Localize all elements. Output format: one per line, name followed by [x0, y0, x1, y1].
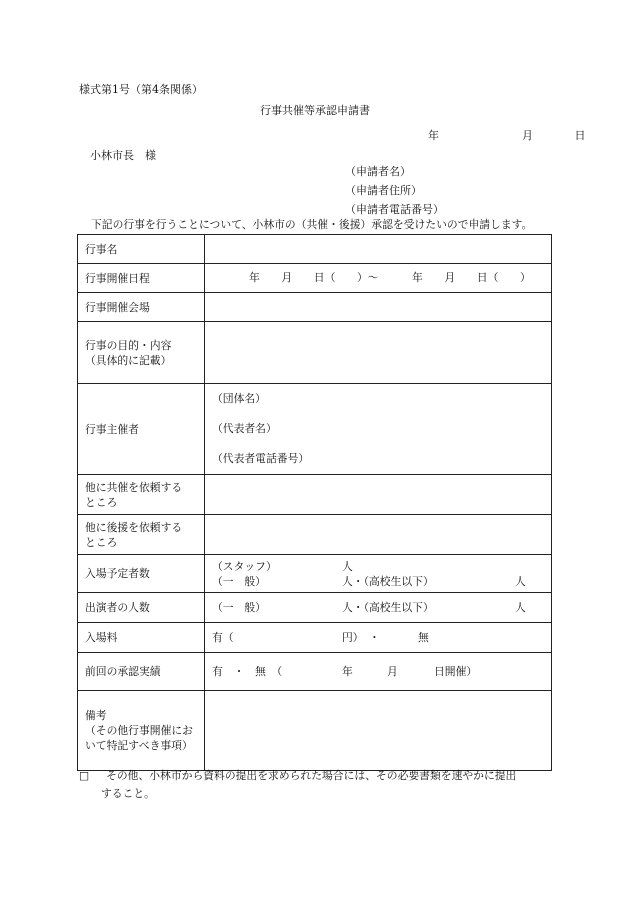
addressee: 小林市長 様	[90, 149, 156, 162]
fee-field[interactable]	[205, 623, 552, 653]
performers-label: 出演者の人数	[78, 593, 205, 623]
remarks-label-line1: 備考	[85, 709, 107, 722]
prior-approval-field[interactable]	[205, 653, 552, 691]
performers-field[interactable]	[205, 593, 552, 623]
organizer-rep-label: （代表者名）	[212, 422, 277, 435]
date-year: 年	[428, 129, 439, 142]
document-title: 行事共催等承認申請書	[260, 104, 370, 117]
row-performers	[78, 593, 552, 623]
row-co-host	[78, 475, 552, 515]
fee-no: 無	[418, 630, 429, 644]
intro-text: 下記の行事を行うことについて、小林市の（共催・後援）承認を受けたいので申請します。	[91, 218, 533, 231]
support-field[interactable]	[205, 515, 552, 555]
remarks-label	[78, 691, 205, 771]
support-label-line1: 他に後援を依頼する	[85, 520, 183, 534]
organizer-field[interactable]	[205, 384, 552, 475]
event-date-end: 年 月 日（ ）	[412, 271, 531, 284]
event-name-field[interactable]	[205, 235, 552, 264]
fee-yes: 有（	[212, 630, 234, 644]
prior-approval-held: 日開催）	[434, 664, 478, 678]
form-number: 様式第1号（第4条関係）	[79, 83, 203, 96]
support-label-line2: ところ	[85, 535, 118, 549]
co-host-label-line2: ところ	[85, 495, 118, 509]
organizer-group-label: （団体名）	[212, 392, 266, 405]
prior-approval-month: 月	[387, 664, 398, 678]
organizer-rep-phone-label: （代表者電話番号）	[212, 452, 310, 465]
fee-label: 入場料	[78, 623, 205, 653]
row-prior-approval	[78, 653, 552, 691]
performers-youth-unit: 人	[515, 600, 526, 614]
attendees-staff-unit: 人	[342, 559, 353, 573]
co-host-label	[78, 475, 205, 515]
remarks-field[interactable]	[205, 691, 552, 771]
remarks-label-line3: いて特記すべき事項）	[85, 739, 193, 752]
row-event-name	[78, 235, 552, 264]
row-event-date	[78, 264, 552, 293]
purpose-label-line2: （具体的に記載）	[85, 353, 172, 367]
date-day: 日	[574, 129, 586, 142]
row-fee	[78, 623, 552, 653]
note-line1: その他、小林市から資料の提出を求められた場合には、その必要書類を速やかに提出	[106, 769, 517, 782]
organizer-label: 行事主催者	[78, 384, 205, 475]
applicant-block	[345, 162, 444, 219]
date-line	[428, 127, 586, 143]
row-support	[78, 515, 552, 555]
performers-general-label: （一 般）	[212, 600, 266, 614]
fee-yen: 円） ・	[342, 630, 380, 644]
attendees-staff-label: （スタッフ）	[212, 559, 277, 573]
performers-general-unit: 人・（高校生以下）	[342, 600, 434, 614]
attendees-youth-unit: 人	[515, 574, 526, 588]
applicant-phone-label: （申請者電話番号）	[345, 203, 444, 216]
remarks-label-line2: （その他行事開催にお	[85, 724, 193, 737]
prior-approval-yes-no: 有 ・ 無 （	[212, 664, 283, 678]
applicant-name-label: （申請者名）	[345, 165, 411, 178]
attendees-label: 入場予定者数	[78, 555, 205, 593]
row-organizer	[78, 384, 552, 475]
note-checkbox[interactable]: □	[79, 769, 90, 782]
co-host-field[interactable]	[205, 475, 552, 515]
venue-field[interactable]	[205, 293, 552, 322]
applicant-address-label: （申請者住所）	[345, 184, 422, 197]
footer-note	[79, 767, 516, 803]
application-table	[77, 234, 552, 771]
row-attendees	[78, 555, 552, 593]
attendees-general-unit: 人・（高校生以下）	[342, 574, 434, 588]
purpose-label	[78, 322, 205, 384]
row-venue	[78, 293, 552, 322]
attendees-field[interactable]	[205, 555, 552, 593]
note-line2: すること。	[101, 787, 155, 800]
support-label	[78, 515, 205, 555]
event-date-label: 行事開催日程	[78, 264, 205, 293]
row-remarks	[78, 691, 552, 771]
event-name-label: 行事名	[78, 235, 205, 264]
attendees-general-label: （一 般）	[212, 574, 266, 588]
prior-approval-year: 年	[342, 664, 353, 678]
co-host-label-line1: 他に共催を依頼する	[85, 480, 183, 494]
purpose-label-line1: 行事の目的・内容	[85, 338, 172, 352]
date-month: 月	[522, 129, 533, 142]
purpose-field[interactable]	[205, 322, 552, 384]
event-date-field[interactable]	[205, 264, 552, 293]
row-purpose	[78, 322, 552, 384]
event-date-start: 年 月 日（ ）〜	[249, 271, 379, 284]
prior-approval-label: 前回の承認実績	[78, 653, 205, 691]
venue-label: 行事開催会場	[78, 293, 205, 322]
